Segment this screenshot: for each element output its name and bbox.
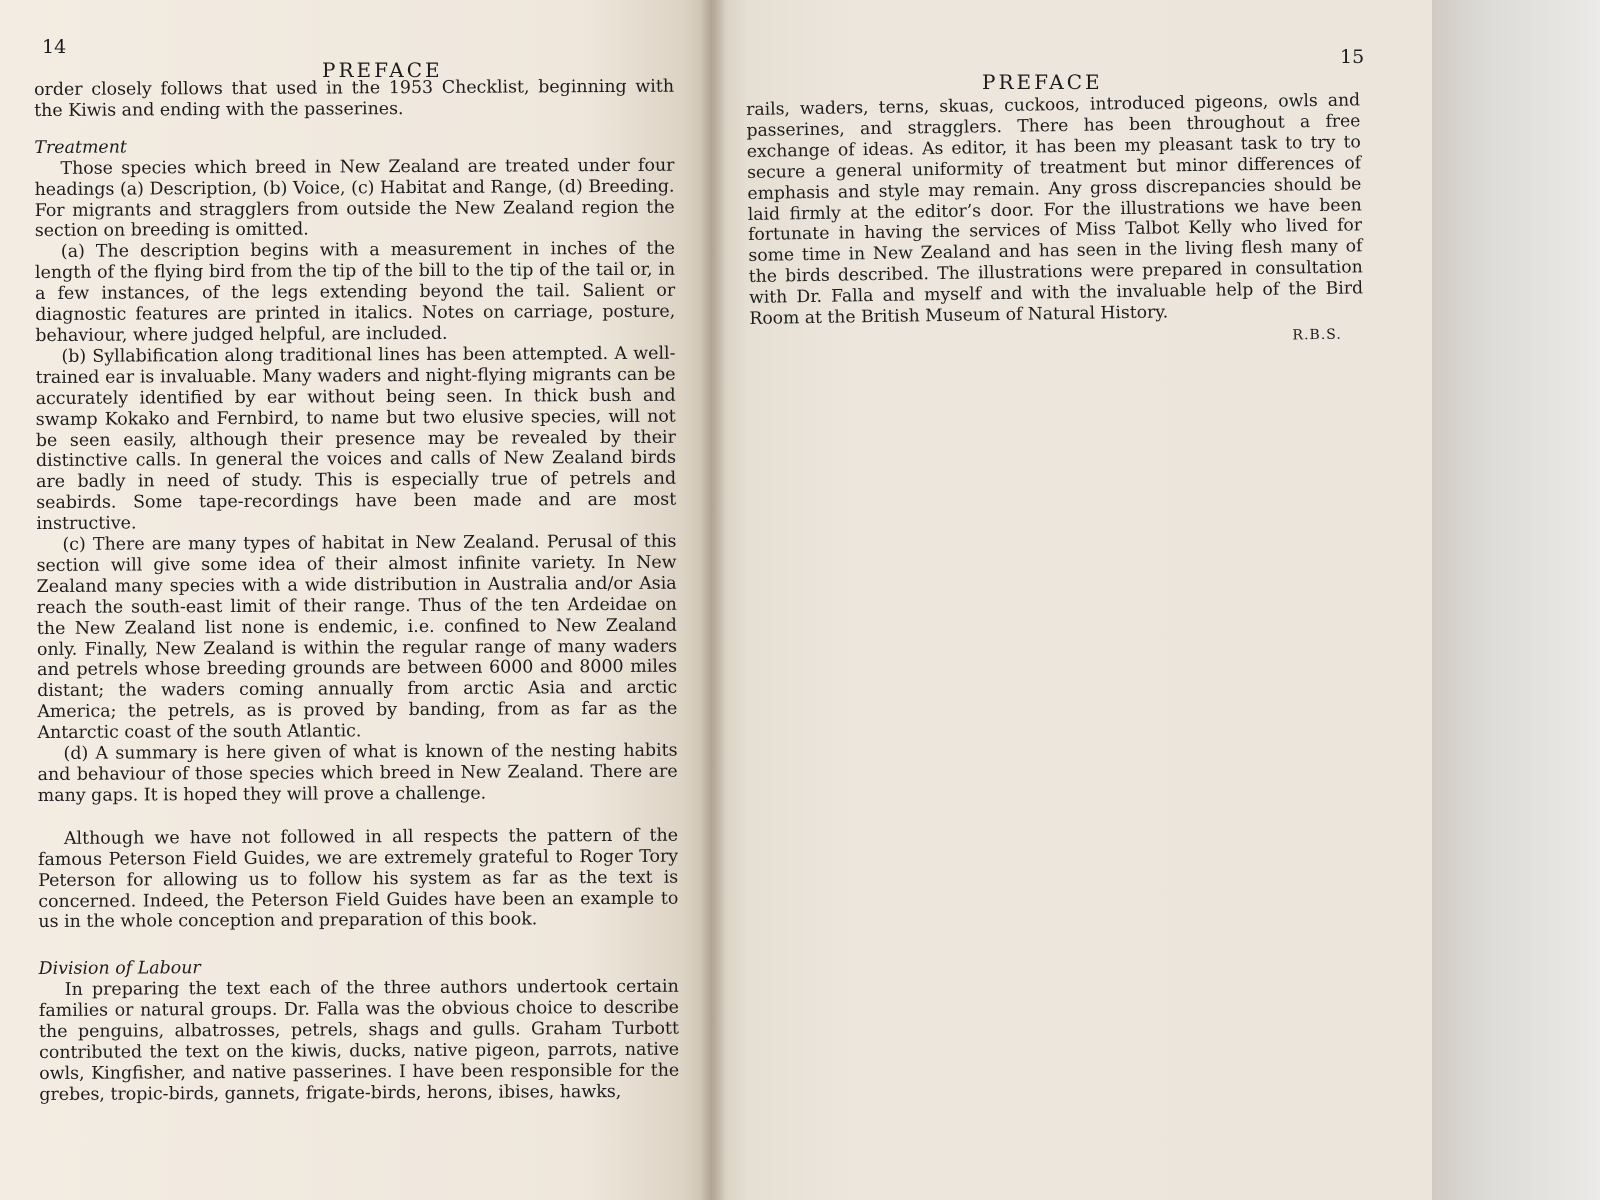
author-signature: R.B.S.	[1292, 326, 1342, 344]
peterson-paragraph: Although we have not followed in all respects the pattern of the famous Peterson Field Guides, we are extremely grateful to Roger Tory Peterson for allowing us to follow his system as far as the text is concerned. Indeed, the Peterson Field Guides have been an example to us in the whole conception and preparation of this book.	[38, 825, 679, 933]
division-heading: Division of Labour	[38, 958, 201, 980]
book-edge	[1430, 0, 1600, 1200]
division-paragraph: In preparing the text each of the three authors undertook certain families or natural groups. Dr. Falla was the obvious choice to describe the penguins, albatrosses, petrels, shags and gulls. Graham Turbott contributed the text on the kiwis, ducks, native pigeon, parrots, native owls, Kingfisher, and native passerines. I have been responsible for the grebes, tropic-birds, gannets, frigate-birds, herons, ibises, hawks,	[38, 976, 680, 1105]
intro-paragraph: order closely follows that used in the 1953 Checklist, beginning with the Kiwis and ending with the passerines.	[34, 76, 675, 121]
right-running-head: PREFACE	[982, 70, 1103, 94]
treatment-heading: Treatment	[34, 137, 127, 158]
left-running-head: PREFACE	[322, 58, 443, 82]
book-gutter	[700, 0, 726, 1200]
continuation-paragraph: rails, waders, terns, skuas, cuckoos, introduced pigeons, owls and passerines, and stragglers. There has been throughout a free exchange of ideas. As editor, it has been my pleasant task to try to secure a general uniformity of treatment but minor differences of emphasis and style may remain. Any gross discrepancies should be laid firmly at the editor’s door. For the illustrations we have been fortunate in having the services of Miss Talbot Kelly who lived for some time in New Zealand and has seen in the living flesh many of the birds described. The illustrations were prepared in consultation with Dr. Falla and myself and with the invaluable help of the Bird Room at the British Museum of Natural History.	[746, 90, 1364, 330]
treatment-description-paragraph: (a) The description begins with a measurement in inches of the length of the flying bird from the tip of the bill to the tip of the tail or, in a few instances, of the legs extending beyond the tail. Salient or diagnostic features are printed in italics. Notes on carriage, posture, behaviour, where judged helpful, are included.	[34, 238, 676, 346]
right-page-number: 15	[1340, 46, 1365, 68]
left-page-number: 14	[42, 36, 67, 58]
treatment-breeding-paragraph: (d) A summary is here given of what is known of the nesting habits and behaviour of those species which breed in New Zealand. There are many gaps. It is hoped they will prove a challenge.	[37, 740, 678, 806]
treatment-voice-paragraph: (b) Syllabification along traditional lines has been attempted. A well-trained ear is invaluable. Many waders and night-flying migrants can be accurately identified by ear without being seen. In thick bush and swamp Kokako and Fernbird, to name but two elusive species, will not be seen easily, although their presence may be revealed by their distinctive calls. In general the voices and calls of New Zealand birds are badly in need of study. This is especially true of petrels and seabirds. Some tape-recordings have been made and are most instructive.	[35, 343, 677, 535]
left-page-text	[34, 77, 679, 1106]
right-page-text	[746, 90, 1364, 354]
treatment-paragraph: Those species which breed in New Zealand are treated under four headings (a) Description, (b) Voice, (c) Habitat and Range, (d) Breeding. For migrants and stragglers from outside the New Zealand region the section on breeding is omitted.	[34, 155, 675, 242]
treatment-habitat-paragraph: (c) There are many types of habitat in New Zealand. Perusal of this section will give some idea of their almost infinite variety. In New Zealand many species with a wide distribution in Australia and/or Asia reach the south-east limit of their range. Thus of the ten Ardeidae on the New Zealand list none is endemic, i.e. confined to New Zealand only. Finally, New Zealand is within the regular range of many waders and petrels whose breeding grounds are between 6000 and 8000 miles distant; the waders coming annually from arctic Asia and arctic America; the petrels, as is proved by banding, from as far as the Antarctic coast of the south Atlantic.	[36, 531, 678, 744]
